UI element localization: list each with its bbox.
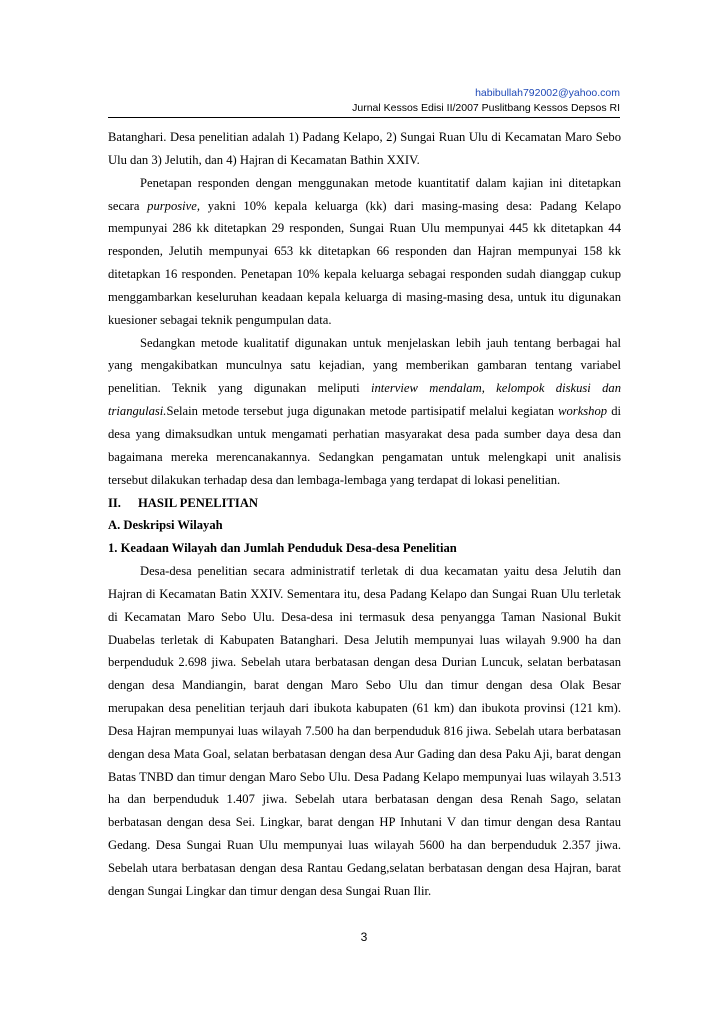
paragraph-3-italic-2: workshop [558,404,608,419]
author-email[interactable]: habibullah792002@yahoo.com [475,87,620,99]
paragraph-4: Desa-desa penelitian secara administratif terletak di dua kecamatan yaitu desa Jelutih dan Hajran di Kecamatan Batin XXIV. Sementara itu, desa Padang Kelapo dan Sungai Ruan Ulu terletak di Kecamatan Maro Sebo Ulu. Desa-desa ini termasuk desa penyangga Taman Nasional Bukit Duabelas terletak di Kabupaten Batanghari. Desa Jelutih mempunyai luas wilayah 9.900 ha dan berpenduduk 2.698 jiwa. Sebelah utara berbatasan dengan desa Durian Luncuk, selatan berbatasan dengan desa Mandiangin, barat dengan Maro Sebo Ulu dan timur dengan desa Olak Besar merupakan desa penelitian terjauh dari ibukota kabupaten (61 km) dan ibukota provinsi (121 km). Desa Hajran mempunyai luas wilayah 7.500 ha dan berpenduduk 816 jiwa. Sebelah utara berbatasan dengan desa Mata Goal, selatan berbatasan dengan desa Aur Gading dan desa Paku Aji, barat dengan Batas TNBD dan timur dengan Maro Sebo Ulu. Desa Padang Kelapo mempunyai luas wilayah 3.513 ha dan berpenduduk 1.407 jiwa. Sebelah utara berbatasan dengan desa Renah Sago, selatan berbatasan dengan desa Sei. Lingkar, barat dengan HP Inhutani V dan timur dengan desa Rantau Gedang. Desa Sungai Ruan Ulu mempunyai luas wilayah 5600 ha dan berpenduduk 2.357 jiwa. Sebelah utara berbatasan dengan desa Rantau Gedang,selatan berbatasan dengan desa Hajran, barat dengan Sungai Lingkar dan timur dengan desa Sungai Ruan Ilir. [108,564,621,898]
paragraph-3-text-b: Selain metode tersebut juga digunakan metode partisipatif melalui kegiatan [166,404,559,419]
journal-title: Jurnal Kessos Edisi II/2007 Puslitbang Kessos Depsos RI [352,102,620,114]
paragraph-3-text-a: Sedangkan metode kualitatif digunakan untuk menjelaskan lebih jauh tentang berbagai hal yang mengakibatkan munculnya satu kejadian, yang memberikan gambaran tentang variabel penelitian. Teknik yang digunakan meliputi [108,335,621,396]
paragraph-2-text-a: Penetapan responden dengan menggunakan metode kuantitatif dalam kajian ini ditetapkan secara [108,175,621,213]
paragraph-2-italic: purposive, [147,198,200,213]
paragraph-2 [108,172,621,332]
section-number: II. [108,495,121,510]
subsubsection-heading: 1. Keadaan Wilayah dan Jumlah Penduduk Desa-desa Penelitian [108,541,457,556]
paragraph-1: Batanghari. Desa penelitian adalah 1) Padang Kelapo, 2) Sungai Ruan Ulu di Kecamatan Maro Sebo Ulu dan 3) Jelutih, dan 4) Hajran di Kecamatan Bathin XXIV. [108,130,621,167]
paragraph-3-italic-1: interview mendalam, kelompok diskusi dan triangulasi. [108,381,621,419]
subsection-heading: A. Deskripsi Wilayah [108,518,223,533]
paragraph-3-text-c: di desa yang dimaksudkan untuk mengamati perhatian masyarakat desa pada sumber daya desa dan bagaimana mereka merencanakannya. Sedangkan pengamatan untuk melengkapi unit analisis tersebut dilakukan terhadap desa dan lembaga-lembaga yang terdapat di lokasi penelitian. [108,404,621,487]
paragraph-3 [108,332,621,492]
section-title: HASIL PENELITIAN [138,495,259,510]
body-text [108,126,621,903]
paragraph-2-text-b: yakni 10% kepala keluarga (kk) dari masing-masing desa: Padang Kelapo mempunyai 286 kk ditetapkan 29 responden, Sungai Ruan Ulu mempunyai 445 kk ditetapkan 44 responden, Jelutih mempunyai 653 kk ditetapkan 66 responden dan Hajran mempunyai 158 kk ditetapkan 16 responden. Penetapan 10% kepala keluarga sebagai responden sudah dianggap cukup menggambarkan keseluruhan keadaan kepala keluarga di masing-masing desa, untuk itu digunakan kuesioner sebagai teknik pengumpulan data. [108,198,621,327]
page-number: 3 [360,930,368,944]
section-heading [108,492,621,515]
running-header [352,86,620,116]
header-rule [108,117,620,118]
